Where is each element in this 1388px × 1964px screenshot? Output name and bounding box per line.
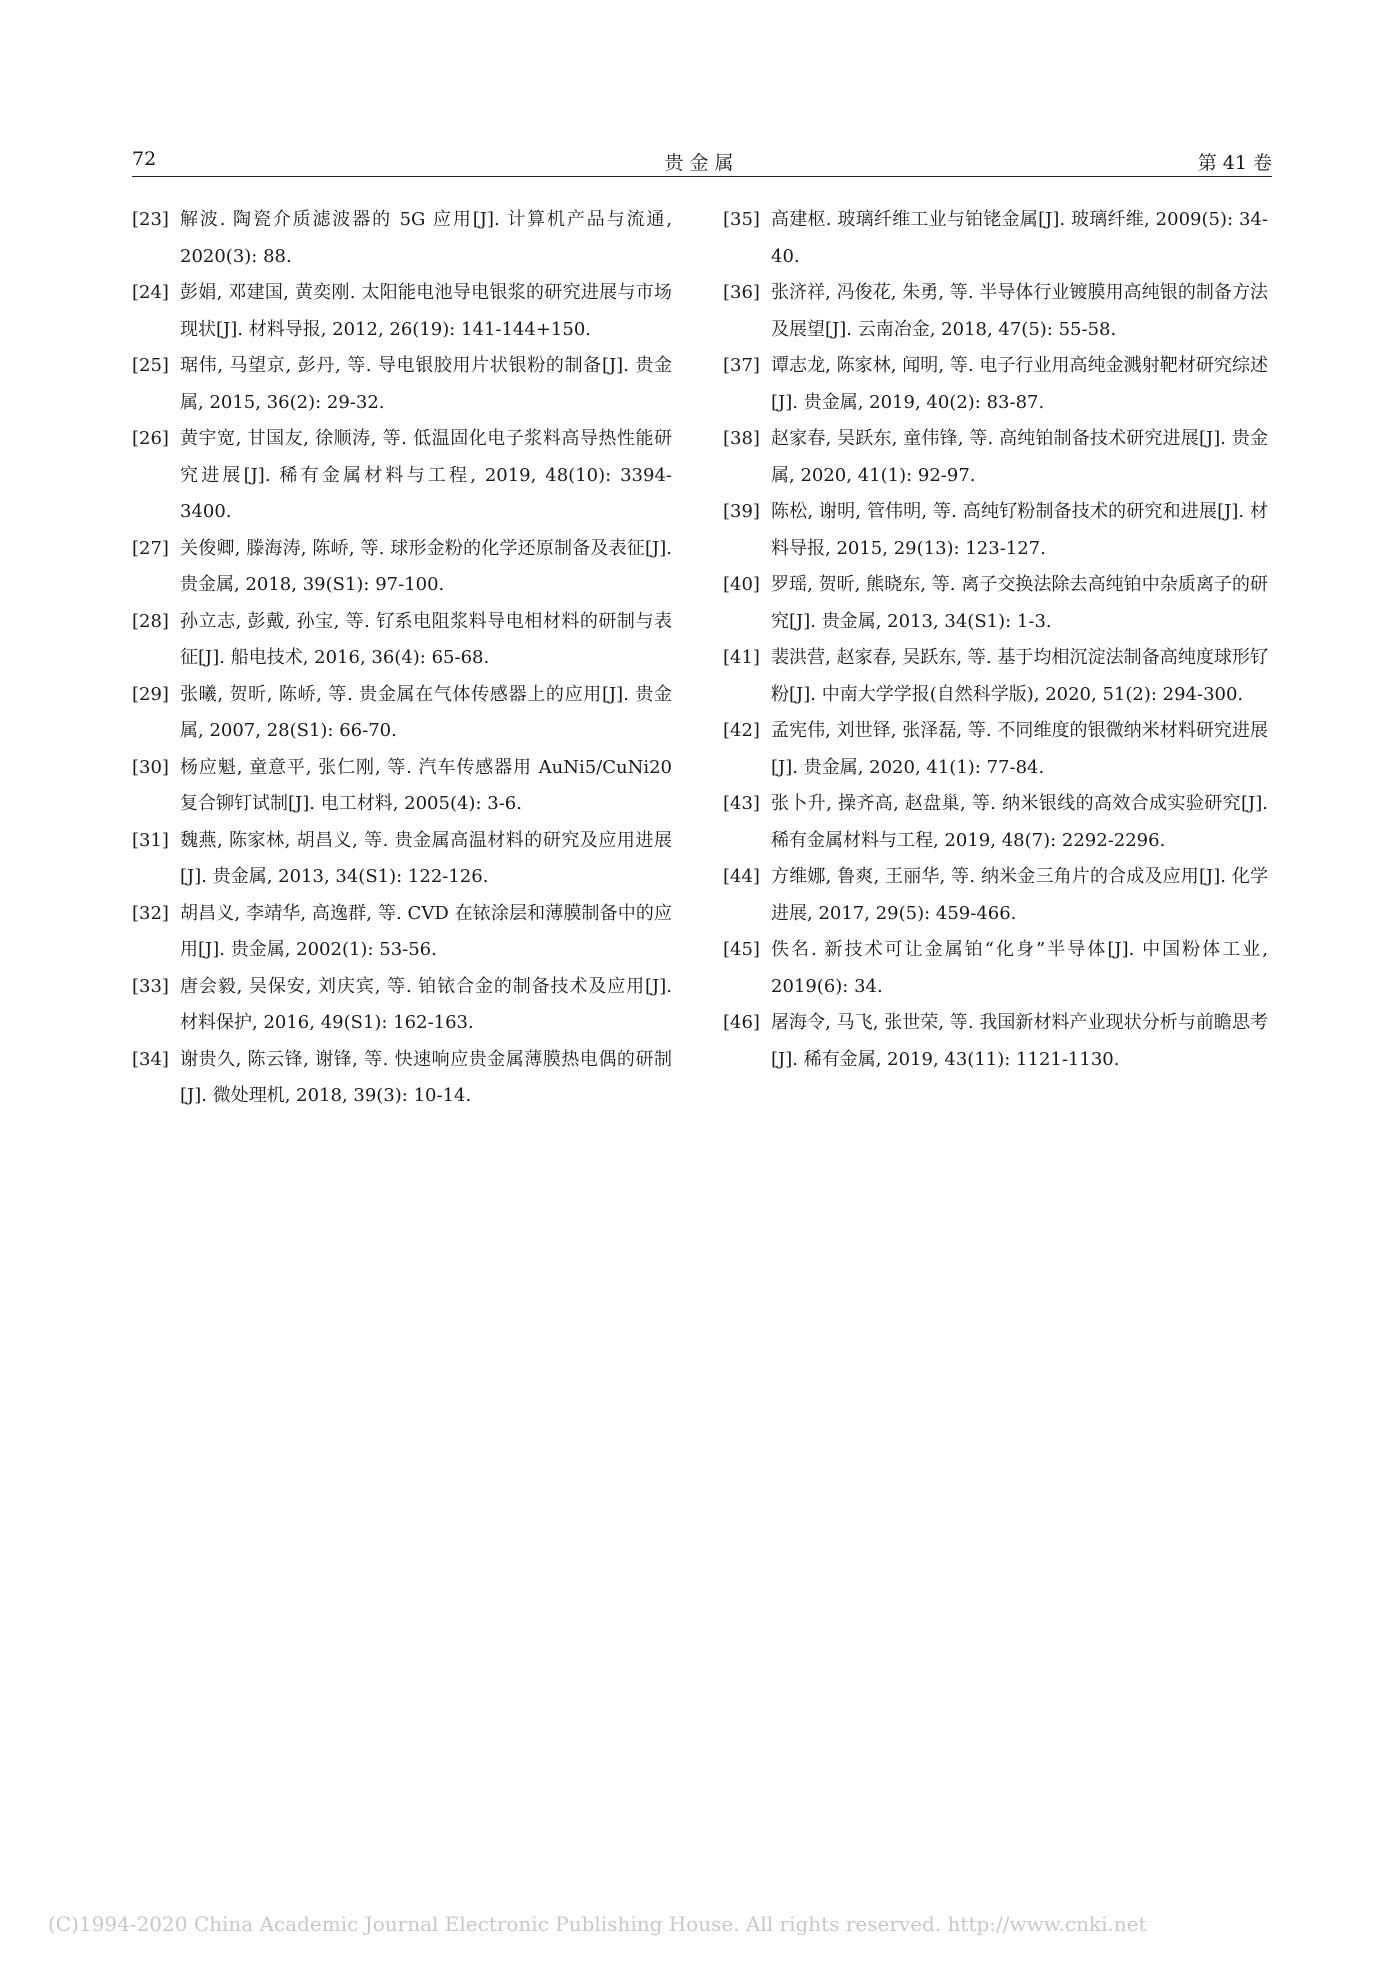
reference-item [723, 713, 1268, 786]
reference-number: [46] [723, 1012, 760, 1033]
reference-text: 关俊卿, 滕海涛, 陈峤, 等. 球形金粉的化学还原制备及表征[J]. 贵金属, 2018, 39(S1): 97-100. [180, 537, 672, 595]
reference-number: [39] [723, 501, 760, 522]
reference-item [132, 348, 672, 421]
reference-item [132, 604, 672, 677]
reference-number: [45] [723, 939, 760, 960]
reference-text: 陈松, 谢明, 管伟明, 等. 高纯钌粉制备技术的研究和进展[J]. 材料导报, 2015, 29(13): 123-127. [771, 501, 1268, 559]
reference-number: [31] [132, 829, 169, 851]
reference-number: [35] [723, 209, 760, 230]
reference-text: 张曦, 贺昕, 陈峤, 等. 贵金属在气体传感器上的应用[J]. 贵金属, 2007, 28(S1): 66-70. [180, 683, 672, 741]
reference-item [723, 202, 1268, 275]
reference-item [723, 640, 1268, 713]
reference-text: 谭志龙, 陈家林, 闻明, 等. 电子行业用高纯金溅射靶材研究综述[J]. 贵金属, 2019, 40(2): 83-87. [771, 355, 1268, 413]
reference-item [723, 932, 1268, 1005]
reference-item [132, 1042, 672, 1115]
reference-item [132, 896, 672, 969]
reference-item [723, 494, 1268, 567]
reference-item [723, 567, 1268, 640]
reference-number: [23] [132, 209, 169, 230]
reference-item [132, 750, 672, 823]
reference-text: 解波. 陶瓷介质滤波器的 5G 应用[J]. 计算机产品与流通, 2020(3): 88. [180, 209, 672, 267]
reference-number: [44] [723, 866, 760, 887]
reference-text: 孟宪伟, 刘世铎, 张泽磊, 等. 不同维度的银微纳米材料研究进展[J]. 贵金属, 2020, 41(1): 77-84. [771, 720, 1268, 778]
reference-item [723, 421, 1268, 494]
reference-text: 魏燕, 陈家林, 胡昌义, 等. 贵金属高温材料的研究及应用进展[J]. 贵金属, 2013, 34(S1): 122-126. [180, 829, 672, 887]
reference-item [723, 1005, 1268, 1078]
reference-text: 罗瑶, 贺昕, 熊晓东, 等. 离子交换法除去高纯铂中杂质离子的研究[J]. 贵金属, 2013, 34(S1): 1-3. [771, 574, 1268, 632]
reference-number: [36] [723, 282, 760, 303]
reference-item [132, 202, 672, 275]
references-left-column [132, 202, 672, 1115]
reference-number: [34] [132, 1048, 169, 1070]
reference-text: 裴洪营, 赵家春, 吴跃东, 等. 基于均相沉淀法制备高纯度球形钌粉[J]. 中南大学学报(自然科学版), 2020, 51(2): 294-300. [771, 647, 1268, 705]
reference-number: [29] [132, 683, 169, 705]
reference-text: 方维娜, 鲁爽, 王丽华, 等. 纳米金三角片的合成及应用[J]. 化学进展, 2017, 29(5): 459-466. [771, 866, 1268, 924]
reference-item [723, 859, 1268, 932]
reference-text: 杨应魁, 童意平, 张仁刚, 等. 汽车传感器用 AuNi5/CuNi20 复合铆钉试制[J]. 电工材料, 2005(4): 3-6. [180, 756, 672, 814]
reference-text: 彭娟, 邓建国, 黄奕刚. 太阳能电池导电银浆的研究进展与市场现状[J]. 材料导报, 2012, 26(19): 141-144+150. [180, 282, 672, 340]
reference-number: [24] [132, 282, 169, 303]
copyright-footer: (C)1994-2020 China Academic Journal Electronic Publishing House. All rights reserved. http://www.cnki.net [48, 1912, 1147, 1936]
reference-item [132, 823, 672, 896]
reference-text: 黄宇宽, 甘国友, 徐顺涛, 等. 低温固化电子浆料高导热性能研究进展[J]. 稀有金属材料与工程, 2019, 48(10): 3394-3400. [180, 428, 672, 522]
journal-name: 贵金属 [664, 152, 740, 174]
page-number: 72 [132, 148, 157, 170]
reference-number: [42] [723, 720, 760, 741]
reference-text: 赵家春, 吴跃东, 童伟锋, 等. 高纯铂制备技术研究进展[J]. 贵金属, 2020, 41(1): 92-97. [771, 428, 1268, 486]
reference-text: 唐会毅, 吴保安, 刘庆宾, 等. 铂铱合金的制备技术及应用[J]. 材料保护, 2016, 49(S1): 162-163. [180, 975, 672, 1033]
reference-text: 孙立志, 彭戴, 孙宝, 等. 钌系电阻浆料导电相材料的研制与表征[J]. 船电技术, 2016, 36(4): 65-68. [180, 610, 672, 668]
references-right-column [723, 202, 1268, 1078]
reference-number: [30] [132, 756, 169, 778]
reference-text: 谢贵久, 陈云锋, 谢锋, 等. 快速响应贵金属薄膜热电偶的研制[J]. 微处理机, 2018, 39(3): 10-14. [180, 1048, 672, 1106]
reference-number: [26] [132, 428, 169, 449]
reference-number: [41] [723, 647, 760, 668]
reference-item [132, 421, 672, 531]
reference-number: [27] [132, 537, 169, 559]
volume-label: 第 41 卷 [1197, 152, 1272, 174]
reference-number: [28] [132, 610, 169, 632]
reference-item [132, 969, 672, 1042]
reference-text: 胡昌义, 李靖华, 高逸群, 等. CVD 在铱涂层和薄膜制备中的应用[J]. 贵金属, 2002(1): 53-56. [180, 902, 672, 960]
reference-number: [40] [723, 574, 760, 595]
reference-text: 琚伟, 马望京, 彭丹, 等. 导电银胶用片状银粉的制备[J]. 贵金属, 2015, 36(2): 29-32. [180, 355, 672, 413]
reference-item [723, 275, 1268, 348]
reference-number: [33] [132, 975, 169, 997]
reference-number: [38] [723, 428, 760, 449]
page-header [132, 146, 1272, 177]
reference-item [132, 531, 672, 604]
reference-text: 张济祥, 冯俊花, 朱勇, 等. 半导体行业镀膜用高纯银的制备方法及展望[J]. 云南冶金, 2018, 47(5): 55-58. [771, 282, 1268, 340]
reference-item [132, 677, 672, 750]
reference-item [723, 786, 1268, 859]
reference-text: 佚名. 新技术可让金属铂“化身”半导体[J]. 中国粉体工业, 2019(6): 34. [771, 939, 1268, 997]
reference-number: [37] [723, 355, 760, 376]
reference-text: 高建枢. 玻璃纤维工业与铂铑金属[J]. 玻璃纤维, 2009(5): 34-40. [771, 209, 1268, 267]
reference-item [723, 348, 1268, 421]
reference-number: [25] [132, 355, 169, 376]
reference-item [132, 275, 672, 348]
reference-text: 张卜升, 操齐高, 赵盘巢, 等. 纳米银线的高效合成实验研究[J]. 稀有金属材料与工程, 2019, 48(7): 2292-2296. [771, 793, 1268, 851]
reference-number: [32] [132, 902, 169, 924]
reference-number: [43] [723, 793, 760, 814]
reference-text: 屠海令, 马飞, 张世荣, 等. 我国新材料产业现状分析与前瞻思考[J]. 稀有金属, 2019, 43(11): 1121-1130. [771, 1012, 1268, 1070]
